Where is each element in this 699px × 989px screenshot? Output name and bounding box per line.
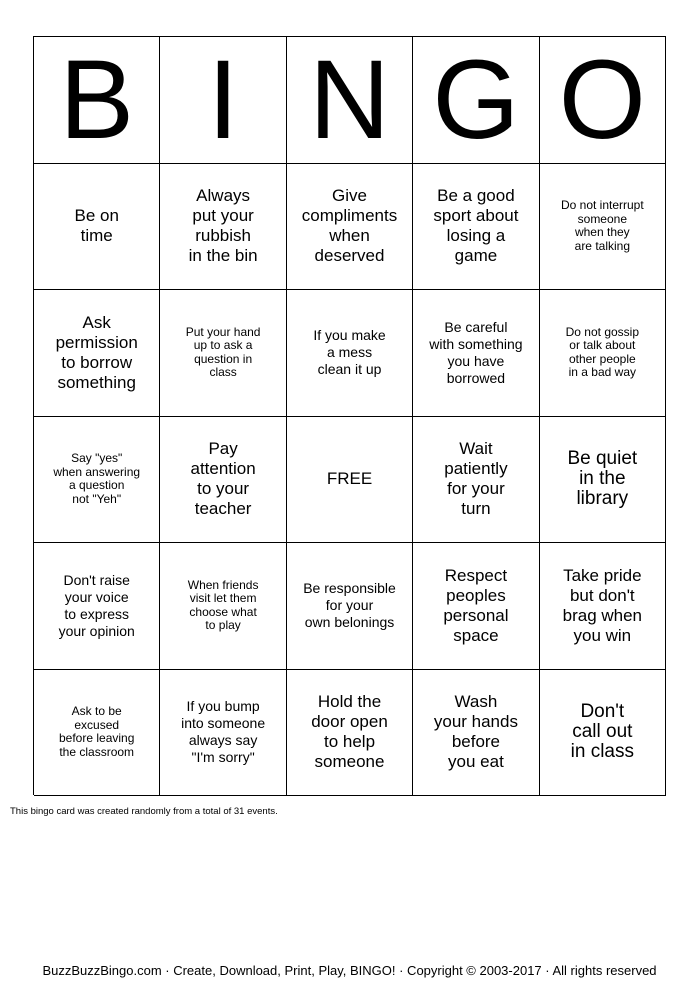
header-row bbox=[34, 37, 666, 164]
bingo-cell: Don't call out in class bbox=[540, 670, 666, 797]
bingo-cell: Be responsible for your own belonings bbox=[287, 543, 413, 670]
bingo-cell: Ask to be excused before leaving the classroom bbox=[34, 670, 160, 797]
bingo-cell: If you bump into someone always say "I'm sorry" bbox=[160, 670, 286, 797]
bingo-cell: Be quiet in the library bbox=[540, 417, 666, 544]
bingo-card bbox=[33, 36, 666, 795]
bingo-cell: Wash your hands before you eat bbox=[413, 670, 539, 797]
bingo-cell: Always put your rubbish in the bin bbox=[160, 164, 286, 291]
bingo-cell: Say "yes" when answering a question not "Yeh" bbox=[34, 417, 160, 544]
header-letter-g: G bbox=[413, 37, 539, 164]
bingo-cell: Wait patiently for your turn bbox=[413, 417, 539, 544]
bingo-cell: Be a good sport about losing a game bbox=[413, 164, 539, 291]
header-letter-o: O bbox=[540, 37, 666, 164]
bingo-cell: If you make a mess clean it up bbox=[287, 290, 413, 417]
bingo-row bbox=[34, 164, 666, 291]
bingo-row bbox=[34, 670, 666, 797]
bingo-cell: Ask permission to borrow something bbox=[34, 290, 160, 417]
header-letter-n: N bbox=[287, 37, 413, 164]
bingo-cell: Respect peoples personal space bbox=[413, 543, 539, 670]
bingo-cell: Don't raise your voice to express your opinion bbox=[34, 543, 160, 670]
bingo-cell: Put your hand up to ask a question in class bbox=[160, 290, 286, 417]
bingo-grid bbox=[34, 164, 666, 797]
bingo-cell: Be on time bbox=[34, 164, 160, 291]
header-letter-i: I bbox=[160, 37, 286, 164]
bingo-row bbox=[34, 417, 666, 544]
bingo-cell: Do not interrupt someone when they are talking bbox=[540, 164, 666, 291]
bingo-cell: When friends visit let them choose what to play bbox=[160, 543, 286, 670]
free-space-cell: FREE bbox=[287, 417, 413, 544]
bingo-row bbox=[34, 543, 666, 670]
bingo-cell: Pay attention to your teacher bbox=[160, 417, 286, 544]
bingo-cell: Give compliments when deserved bbox=[287, 164, 413, 291]
bingo-cell: Be careful with something you have borrowed bbox=[413, 290, 539, 417]
footer-copyright: BuzzBuzzBingo.com · Create, Download, Print, Play, BINGO! · Copyright © 2003-2017 · All rights reserved bbox=[42, 963, 657, 978]
header-letter-b: B bbox=[34, 37, 160, 164]
bingo-cell: Do not gossip or talk about other people in a bad way bbox=[540, 290, 666, 417]
bingo-cell: Hold the door open to help someone bbox=[287, 670, 413, 797]
bingo-cell: Take pride but don't brag when you win bbox=[540, 543, 666, 670]
card-note: This bingo card was created randomly from a total of 31 events. bbox=[10, 806, 278, 817]
bingo-row bbox=[34, 290, 666, 417]
